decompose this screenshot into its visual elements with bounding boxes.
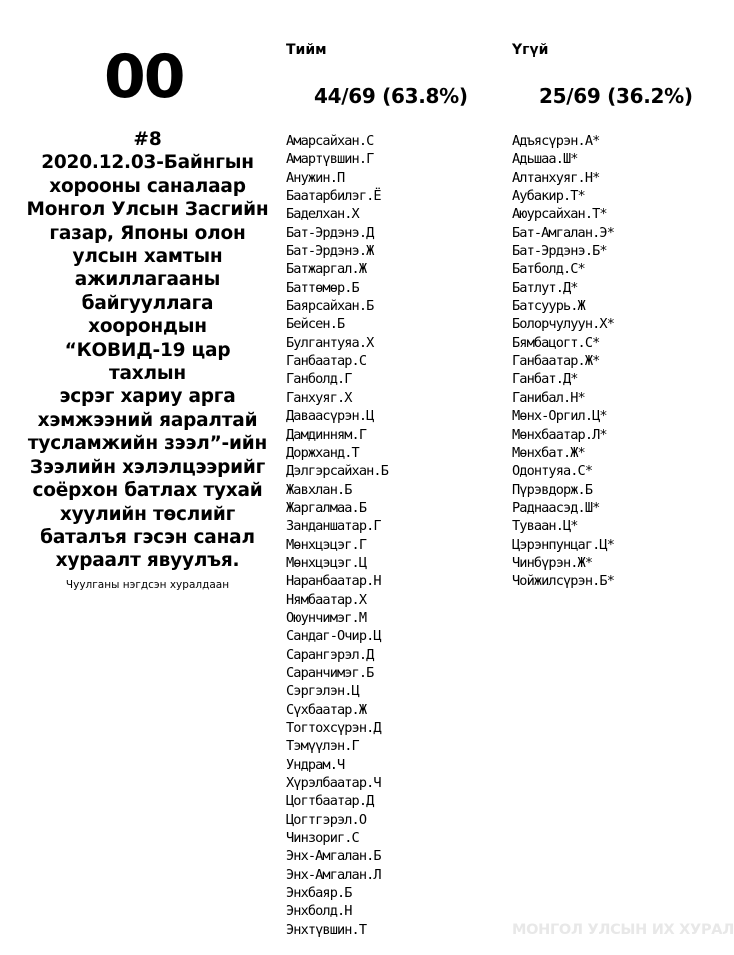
voter-name: Цогтбаатар.Д [286, 793, 374, 810]
voter-name: Дэлгэрсайхан.Б [286, 463, 388, 480]
voter-name: Батболд.С* [512, 261, 585, 278]
voter-name: Сандаг-Очир.Ц [286, 628, 381, 645]
voter-name: Туваан.Ц* [512, 518, 578, 535]
voter-name: Баярсайхан.Б [286, 298, 374, 315]
voter-name: Ундрам.Ч [286, 756, 345, 773]
voter-name: Энх-Амгалан.Б [286, 848, 381, 865]
voter-name: Наранбаатар.Н [286, 573, 381, 590]
voter-name: Чинбүрэн.Ж* [512, 554, 593, 571]
voter-name: Мөнхцэцэг.Ц [286, 554, 367, 571]
voter-name: Бат-Амгалан.Э* [512, 224, 614, 241]
voter-name: Цэрэнпунцаг.Ц* [512, 536, 614, 553]
yes-column-heading: Тийм [286, 42, 327, 58]
no-tally: 25/69 (36.2%) [539, 84, 693, 108]
voter-name: Раднаасэд.Ш* [512, 499, 600, 516]
voter-name: Пүрэвдорж.Б [512, 481, 593, 498]
voter-name: Жавхлан.Б [286, 481, 352, 498]
motion-text: 2020.12.03-Байнгын хорооны саналаар Монгол Улсын Засгийн газар, Японы олон улсын хамтын ажиллагааны байгууллага хоорондын “КОВИД-19 цар тахлын эсрэг хариу арга хэмжээний яаралтай тусламжийн зээл”-ийн Зээлийн хэлэлцээрийг соёрхон батлах тухай хуулийн төслийг баталъя гэсэн санал хураалт явуулъя. [26, 152, 269, 572]
voter-name: Сүхбаатар.Ж [286, 701, 367, 718]
voter-name: Бямбацогт.С* [512, 334, 600, 351]
voter-name: Ганбаатар.С [286, 353, 367, 370]
voter-name: Амартүвшин.Г [286, 151, 374, 168]
yes-voter-list [286, 132, 388, 939]
voter-name: Хүрэлбаатар.Ч [286, 775, 381, 792]
voter-name: Цогтгэрэл.О [286, 811, 367, 828]
voter-name: Ганхуяг.Х [286, 389, 352, 406]
voter-name: Амарсайхан.С [286, 133, 374, 149]
voter-name: Чинзориг.С [286, 830, 359, 847]
no-voter-list [512, 132, 614, 591]
vote-code: 00 [104, 42, 184, 112]
voter-name: Болорчулуун.Х* [512, 316, 614, 333]
no-column-heading: Үгүй [512, 42, 549, 58]
voter-name: Чойжилсүрэн.Б* [512, 573, 614, 590]
voter-name: Оюунчимэг.М [286, 609, 367, 626]
voter-name: Энхтүвшин.Т [286, 921, 367, 938]
voter-name: Батсуурь.Ж [512, 298, 585, 315]
voter-name: Одонтуяа.С* [512, 463, 593, 480]
voter-name: Ганибал.Н* [512, 389, 585, 406]
voter-name: Анужин.П [286, 169, 345, 186]
voter-name: Мөнх-Оргил.Ц* [512, 408, 607, 425]
voter-name: Бат-Эрдэнэ.Д [286, 224, 374, 241]
voter-name: Батжаргал.Ж [286, 261, 367, 278]
voter-name: Баттөмөр.Б [286, 279, 359, 296]
voter-name: Доржханд.Т [286, 444, 359, 461]
voter-name: Бат-Эрдэнэ.Ж [286, 243, 374, 260]
voter-name: Сарангэрэл.Д [286, 646, 374, 663]
voter-name: Баатарбилэг.Ё [286, 188, 381, 205]
voter-name: Мөнхбат.Ж* [512, 444, 585, 461]
voter-name: Даваасүрэн.Ц [286, 408, 374, 425]
voter-name: Бейсен.Б [286, 316, 345, 333]
voter-name: Батлут.Д* [512, 279, 578, 296]
voter-name: Саранчимэг.Б [286, 664, 374, 681]
voter-name: Баделхан.Х [286, 206, 359, 223]
session-label: Чуулганы нэгдсэн хуралдаан [65, 578, 230, 591]
voter-name: Алтанхуяг.Н* [512, 169, 600, 186]
voter-name: Булгантуяа.Х [286, 334, 374, 351]
voter-name: Мөнхбаатар.Л* [512, 426, 607, 443]
watermark: МОНГОЛ УЛСЫН ИХ ХУРАЛ [512, 922, 734, 938]
voter-name: Аубакир.Т* [512, 188, 585, 205]
voter-name: Энхболд.Н [286, 903, 352, 920]
voter-name: Жаргалмаа.Б [286, 499, 367, 516]
yes-tally: 44/69 (63.8%) [314, 84, 468, 108]
voter-name: Сэргэлэн.Ц [286, 683, 359, 700]
voter-name: Дамдинням.Г [286, 426, 367, 443]
voter-name: Адъясүрэн.А* [512, 133, 600, 149]
voter-name: Энхбаяр.Б [286, 885, 352, 902]
voter-name: Мөнхцэцэг.Г [286, 536, 367, 553]
voter-name: Адьшаа.Ш* [512, 151, 578, 168]
motion-number: #8 [133, 129, 162, 150]
voter-name: Энх-Амгалан.Л [286, 866, 381, 883]
voter-name: Аюурсайхан.Т* [512, 206, 607, 223]
voter-name: Нямбаатар.Х [286, 591, 367, 608]
voter-name: Бат-Эрдэнэ.Б* [512, 243, 607, 260]
voter-name: Тогтохсүрэн.Д [286, 720, 381, 736]
voter-name: Ганбаатар.Ж* [512, 353, 600, 370]
voter-name: Ганболд.Г [286, 371, 352, 388]
voter-name: Ганбат.Д* [512, 371, 578, 388]
voter-name: Тэмүүлэн.Г [286, 738, 359, 755]
voter-name: Занданшатар.Г [286, 518, 381, 535]
motion-block [26, 128, 269, 591]
